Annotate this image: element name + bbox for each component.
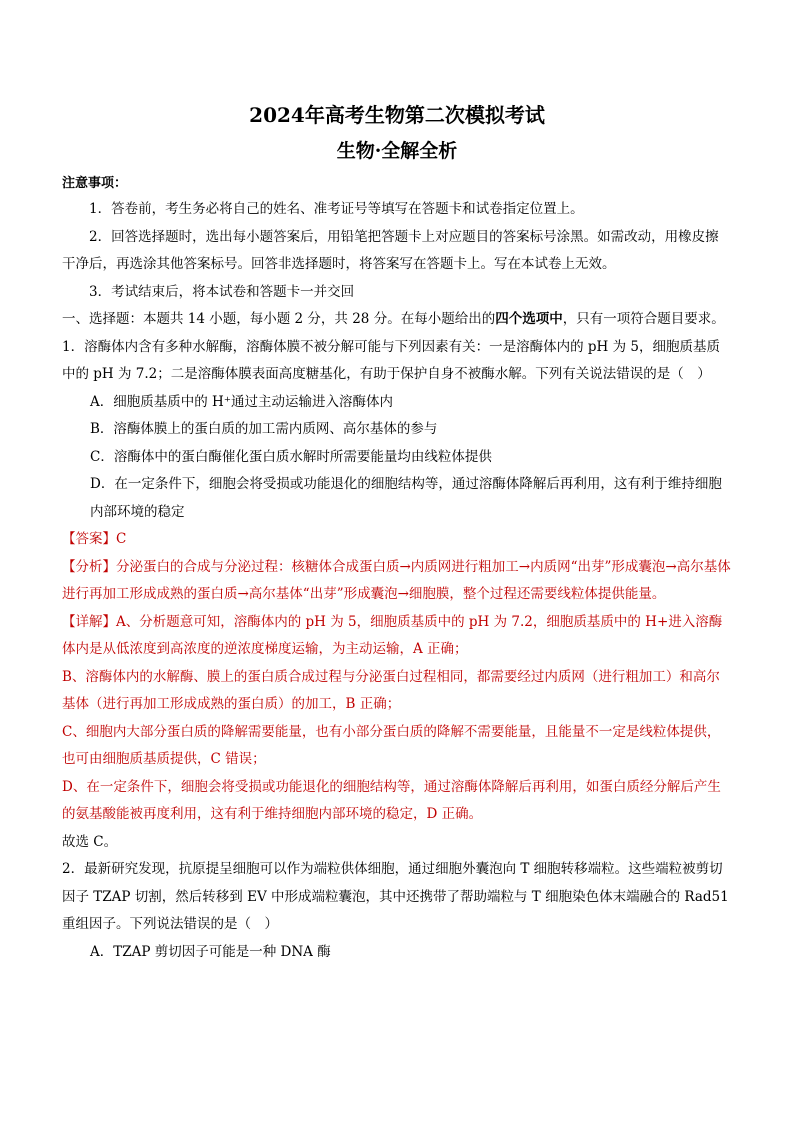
q1-answer xyxy=(62,526,732,554)
notice-item-2: 2．回答选择题时，选出每小题答案后，用铅笔把答题卡上对应题目的答案标号涂黑。如需改动，用橡皮擦干净后，再选涂其他答案标号。回答非选择题时，将答案写在答题卡上。写在本试卷上无效。 xyxy=(62,228,719,272)
section-heading-emphasis: 四个选项中 xyxy=(495,311,563,327)
answer-tag: 【答案】 xyxy=(62,531,116,547)
detail-a: A、分析题意可知，溶酶体内的 pH 为 5，细胞质基质中的 pH 为 7.2，细胞质基质中的 H+进入溶酶体内是从低浓度到高浓度的逆浓度梯度运输，为主动运输，A 正确； xyxy=(62,613,723,657)
detail-b: B、溶酶体内的水解酶、膜上的蛋白质合成过程与分泌蛋白过程相同，都需要经过内质网（进行粗加工）和高尔基体（进行再加工形成成熟的蛋白质）的加工，B 正确； xyxy=(62,668,720,712)
q1-analysis xyxy=(62,554,732,609)
q2-option-a: A．TZAP 剪切因子可能是一种 DNA 酶 xyxy=(90,943,331,960)
answer-value: C xyxy=(116,531,127,547)
detail-tag: 【详解】 xyxy=(62,613,116,630)
page-title: 2024年高考生物第二次模拟考试 xyxy=(249,103,545,127)
q1-option-c: C．溶酶体中的蛋白酶催化蛋白质水解时所需要能量均由线粒体提供 xyxy=(90,448,492,465)
q1-stem: 1．溶酶体内含有多种水解酶，溶酶体膜不被分解可能与下列因素有关：一是溶酶体内的 pH 为 5，细胞质基质中的 pH 为 7.2；二是溶酶体膜表面高度糖基化，有助于保护自身不被酶水解。下列有关说法错误的是（ ） xyxy=(62,338,720,382)
section-heading-prefix: 一、选择题：本题共 14 小题，每小题 2 分，共 28 分。在每小题给出的 xyxy=(62,311,496,327)
notice-item-1: 1．答卷前，考生务必将自己的姓名、准考证号等填写在答题卡和试卷指定位置上。 xyxy=(89,201,584,217)
notice-title: 注意事项： xyxy=(62,176,128,191)
q1-conclusion: 故选 C。 xyxy=(62,833,118,850)
section-heading xyxy=(62,306,732,334)
q1-detail xyxy=(62,609,732,664)
page-subtitle: 生物·全解全析 xyxy=(336,140,458,162)
q1-option-a: A．细胞质基质中的 H⁺通过主动运输进入溶酶体内 xyxy=(90,393,393,410)
detail-c: C、细胞内大部分蛋白质的降解需要能量，也有小部分蛋白质的降解不需要能量，且能量不一定是线粒体提供，也可由细胞质基质提供，C 错误； xyxy=(62,723,721,767)
analysis-text: 分泌蛋白的合成与分泌过程：核糖体合成蛋白质→内质网进行粗加工→内质网“出芽”形成囊泡→高尔基体进行再加工形成成熟的蛋白质→高尔基体“出芽”形成囊泡→细胞膜，整个过程还需要线粒体提供能量。 xyxy=(62,558,731,602)
analysis-tag: 【分析】 xyxy=(62,558,116,575)
q1-option-d: D．在一定条件下，细胞会将受损或功能退化的细胞结构等，通过溶酶体降解后再利用，这有利于维持细胞内部环境的稳定 xyxy=(90,476,722,520)
section-heading-suffix: ，只有一项符合题目要求。 xyxy=(562,311,725,327)
notice-item-3: 3．考试结束后，将本试卷和答题卡一并交回 xyxy=(89,283,355,300)
detail-d: D、在一定条件下，细胞会将受损或功能退化的细胞结构等，通过溶酶体降解后再利用，如蛋白质经分解后产生的氨基酸能被再度利用，这有利于维持细胞内部环境的稳定，D 正确。 xyxy=(62,778,721,822)
q2-stem: 2．最新研究发现，抗原提呈细胞可以作为端粒供体细胞，通过细胞外囊泡向 T 细胞转移端粒。这些端粒被剪切因子 TZAP 切割，然后转移到 EV 中形成端粒囊泡，其中还携带了帮助端粒与 T 细胞染色体末端融合的 Rad51 重组因子。下列说法错误的是（ ） xyxy=(62,861,729,932)
q1-option-b: B．溶酶体膜上的蛋白质的加工需内质网、高尔基体的参与 xyxy=(90,421,438,437)
